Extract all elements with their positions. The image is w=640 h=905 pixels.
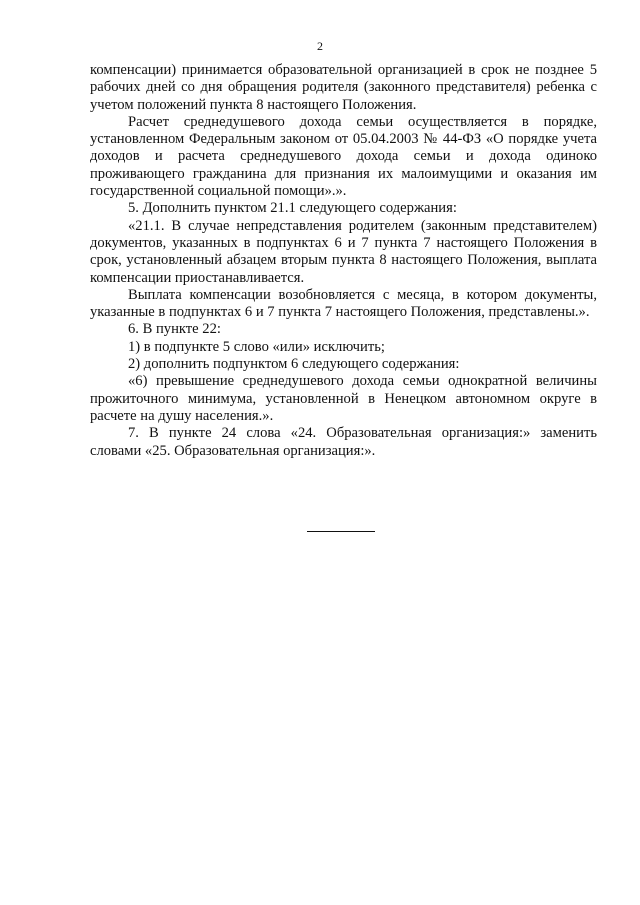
paragraph-payment-resume: Выплата компенсации возобновляется с месяца, в котором документы, указанные в подпунктах 6 и 7 пункта 7 настоящего Положения, представлены.». bbox=[90, 286, 597, 321]
paragraph-subitem-6-text: «6) превышение среднедушевого дохода семьи однократной величины прожиточного минимума, установленной в Ненецком автономном округе в расчете на душу населения.». bbox=[90, 373, 597, 424]
document-body bbox=[90, 62, 597, 460]
paragraph-subitem-2: 2) дополнить подпунктом 6 следующего содержания: bbox=[128, 356, 460, 373]
paragraph-item-21-1: «21.1. В случае непредставления родителем (законным представителем) документов, указанных в подпунктах 6 и 7 пункта 7 настоящего Положения в срок, установленный абзацем вторым пункта 8 настоящего Положения, выплата компенсации приостанавливается. bbox=[90, 217, 597, 286]
page-number: 2 bbox=[317, 39, 323, 53]
end-separator-line bbox=[307, 531, 375, 532]
paragraph-item-7: 7. В пункте 24 слова «24. Образовательная организация:» заменить словами «25. Образовательная организация:». bbox=[90, 425, 597, 459]
paragraph-compensation-deadline: компенсации) принимается образовательной организацией в срок не позднее 5 рабочих дней со дня обращения родителя (законного представителя) ребенка с учетом положений пункта 8 настоящего Положения. bbox=[90, 62, 597, 113]
paragraph-subitem-1: 1) в подпункте 5 слово «или» исключить; bbox=[128, 338, 385, 355]
paragraph-item-5-heading: 5. Дополнить пунктом 21.1 следующего содержания: bbox=[128, 200, 457, 217]
paragraph-income-calculation: Расчет среднедушевого дохода семьи осуществляется в порядке, установленном Федеральным законом от 05.04.2003 № 44-ФЗ «О порядке учета доходов и расчета среднедушевого дохода семьи и дохода одиноко проживающего гражданина для признания их малоимущими и оказания им государственной социальной помощи».». bbox=[90, 113, 597, 200]
paragraph-item-6-heading: 6. В пункте 22: bbox=[128, 321, 221, 338]
